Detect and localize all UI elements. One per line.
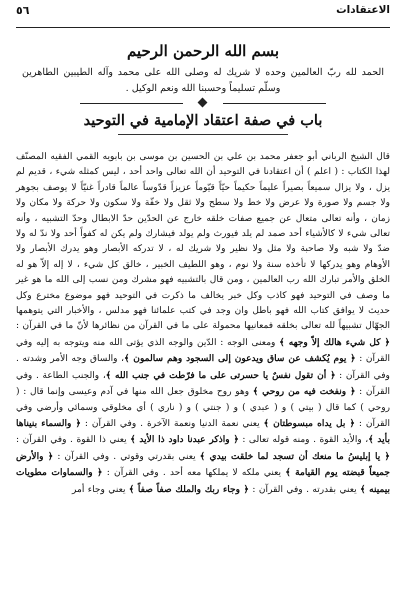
quran-verse: ﴿ أن تقول نفسٌ يا حسرتى على ما فرّطت في جنب الله ﴾ (105, 369, 336, 381)
quran-verse: ﴿ يا إبليسُ ما منعك أن تسجد لما خلقت بيدي ﴾ (199, 450, 390, 462)
body-paragraph: ، والساق وجه الأمر وشدته . وفي القرآن : (16, 354, 390, 381)
body-paragraph: يعني ذا القوة . وفي القرآن : (16, 435, 127, 446)
body-paragraph: يعني وجاء أمر (71, 484, 126, 495)
body-paragraph: يعني ملكه لا يملكها معه أحد . وفي القرآن : (106, 468, 282, 479)
header-rule (16, 27, 390, 28)
quran-verse: ﴿ كل شيء هالك إلاّ وجهه ﴾ (279, 336, 390, 348)
section-ornament (80, 98, 326, 108)
body-paragraph: قال الشيخ الرباني أبو جعفر محمد بن علي بن الحسين بن موسى بن بابويه القمي الفقيه المصنّف لهذا الكتاب : ( اعلم ) أن اعتقادنا في التوحيد أن الله تعالى واحد أحد ، ليس كمثله شيء ، قديم لم يزل ، ولا يزال سميعاً بصيراً عليماً حكيماً حيّاً قيّوماً عزيزاً قدّوساً عالماً قادراً غنيّاً لا يوصف بجوهر ولا جسم ولا صورة ولا عرض ولا خط ولا سطح ولا ثقل ولا خفّة ولا سكون ولا حركة ولا مكان ولا زمان ، وأنه تعالى متعال عن جميع صفات خلقه خارج عن الحدّين حدّ الابطال وحدّ التشبيه ، وأنه تعالى شيء لا كالأشياء أحد صمد لم يلد فيورث ولم يولد فيشارك ولم يكن له كفواً أحد ولا ندّ له ولا ضدّ ولا شبه ولا صاحبة ولا مثل ولا نظير ولا شريك له ، لا تدركه الأبصار وهو يدرك الأبصار ولا الأوهام وهو يدركها لا تأخذه سنة ولا نوم ، وهو اللطيف الخبير ، خالق كل شيء ، لا إله إلاّ هو له الخلق والأمر تبارك الله رب العالمين ، ومن قال بالتشبيه فهو مشرك ومن نسب إلى الله ما هو غير ما وصف في التوحيد فهو كاذب وكل خبر يخالف ما ذكرت في التوحيد فهو موضوع مخترع وكل حديث لا يوافق كتاب الله فهو باطل وان وجد في كتب علمائنا فهو مدلس ، والأخبار التي يتوهمها الجهّال تشبيهاً لله تعالى بخلقه فمعانيها محمولة على ما في القرآن من نظائرها لأنّ ما في القرآن : (16, 152, 390, 332)
body-paragraph: ، والجنب الطاعة . وفي القرآن : (16, 370, 390, 398)
chapter-title-underline (118, 134, 288, 135)
chapter-title: باب في صفة اعتقاد الإمامية في التوحيد (83, 112, 323, 129)
quran-verse: ﴿ ونفخت فيه من روحي ﴾ (252, 386, 356, 398)
quran-verse: ﴿ وجاء ربك والملك صفاً صفاً ﴾ (128, 483, 249, 495)
body-paragraph: ومعنى الوجه : الدّين والوجه الذي يؤتى الله منه ويتوجه به إليه وفي القرآن : (16, 337, 390, 365)
body-paragraph: يعني بقدرتي وقوتي . وفي القرآن : (57, 451, 196, 462)
body-paragraph: يعني نعمة الدنيا ونعمة الآخرة . وفي القرآن : (84, 418, 260, 429)
basmala: بسم الله الرحمن الرحيم (126, 42, 280, 60)
quran-verse: ﴿ يوم يُكشف عن ساق ويدعون إلى السجود وهم سالمون ﴾ (124, 353, 356, 365)
body-text (16, 150, 390, 498)
body-paragraph: يعني بقدرته . وفي القرآن : (252, 484, 357, 495)
body-paragraph: ، والأيد القوة . ومنه قوله تعالى : (242, 435, 369, 446)
quran-verse: ﴿ بل يداه مبسوطتان ﴾ (263, 417, 355, 429)
quran-verse: ﴿ واذكر عبدنا داود ذا الأيد ﴾ (130, 434, 239, 446)
page-header (16, 4, 390, 24)
running-title: الاعتقادات (336, 4, 390, 16)
ornament-line-left (80, 103, 183, 104)
quran-verse: ﴿ والسماوات مطويات بيمينه ﴾ (16, 467, 390, 495)
page-number: ٥٦ (16, 4, 30, 17)
ornament-diamond-icon (198, 98, 208, 108)
ornament-line-right (223, 103, 326, 104)
quran-verse: ﴿ والأرض جميعاً قبضته يوم القيامة ﴾ (16, 450, 390, 479)
quran-verse: ﴿ والسماء بنيناها بأيد ﴾ (16, 417, 390, 446)
intro-paragraph: الحمد لله ربّ العالمين وحده لا شريك له وصلى الله على محمد وآله الطيبين الطاهرين وسلّم تسليماً وحسبنا الله ونعم الوكيل . (22, 67, 384, 94)
body-paragraph: وهو روح مخلوق جعل الله منها في آدم وعيسى وإنما قال : ( روحي ) كما قال ( بيتي ) و ( عبدي ) و ( جنتي ) و ( ناري ) أي مخلوقي وسمائي وأرضي وفي القرآن : (16, 387, 390, 429)
